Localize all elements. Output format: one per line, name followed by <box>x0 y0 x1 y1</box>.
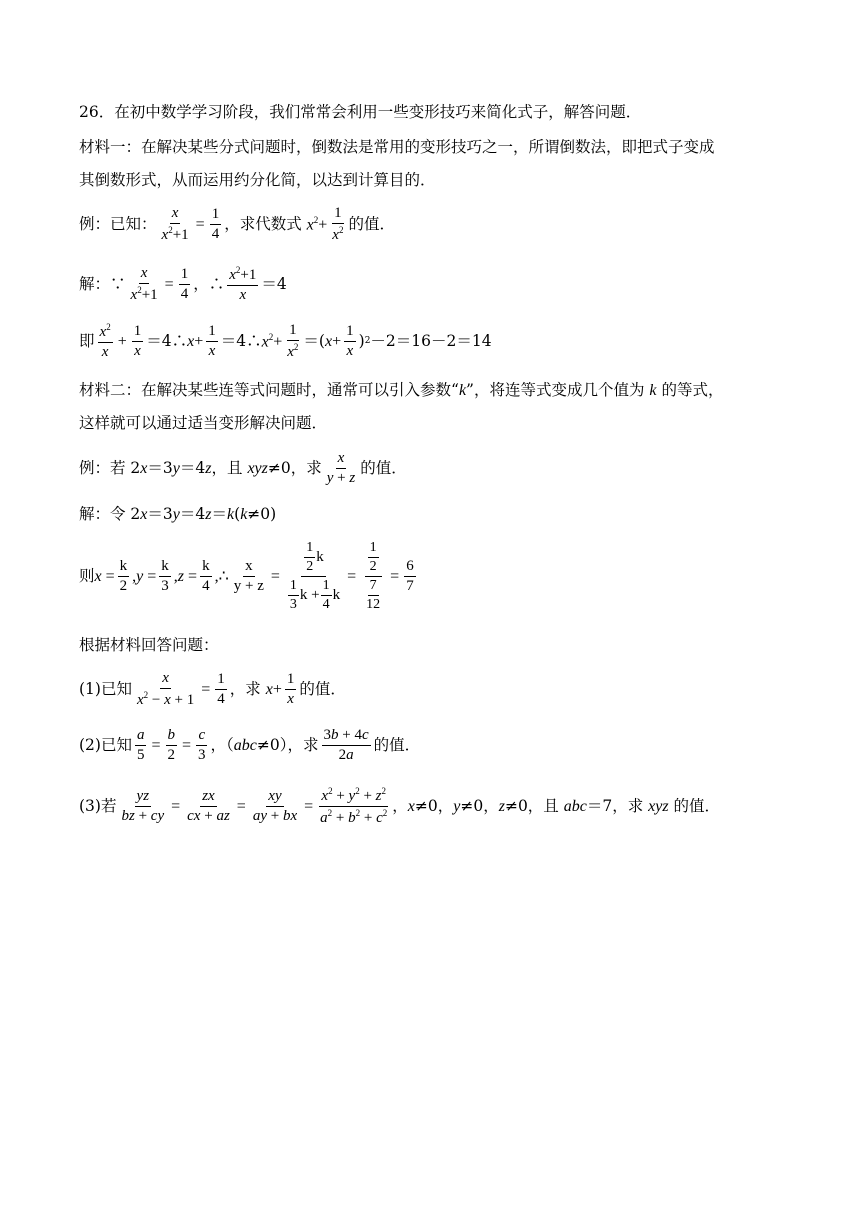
material-two-text-a: 材料二：在解决某些连等式问题时，通常可以引入参数“ <box>79 381 459 400</box>
solution-one-steps: 即 $\frac{x^2}{x}$ + $\frac{1}{x}$ ＝4∴ x+ $\frac{1}{x}$ ＝4∴ $x^2+$ $\frac{1}{x^2}$ ＝( x+ $\frac{1}{x}$ ) 2 －2＝16－2＝14 <box>79 322 492 361</box>
q2-mid2: ≠0），求 <box>256 736 319 755</box>
fraction-k-over-2: $\frac{k}{2}$ <box>119 557 128 595</box>
fraction-1-over-x: $\frac{1}{x}$ <box>133 323 142 360</box>
q3-cond4: ≠0，且 <box>504 797 564 816</box>
fraction-zx-over-cx-plus-az: $\frac{zx}{cx + az}$ <box>187 788 230 825</box>
q1-prefix: (1)已知 <box>79 680 132 699</box>
solution-one-mid: ，∴ <box>193 275 225 294</box>
ji-part-3: ＝( <box>303 332 325 351</box>
fraction-1-over-x2: $\frac{1}{x^2}$ <box>332 205 344 244</box>
solution-two: 解：令 2 x ＝3 y ＝4 z ＝ k ( k ≠0) <box>79 505 277 524</box>
q2-prefix: (2)已知 <box>79 736 132 755</box>
fraction-1-over-x2: $\frac{1}{x^2}$ <box>287 322 299 361</box>
intro-text: 26．在初中数学学习阶段，我们常常会利用一些变形技巧来简化式子，解答问题． <box>79 103 642 121</box>
fraction-one-quarter: $\frac{1}{4}$ <box>217 671 225 708</box>
problem-intro <box>79 103 790 122</box>
ji-part-5: －2＝16－2＝14 <box>370 332 492 351</box>
example-one-mid: ，求代数式 <box>224 215 307 234</box>
fraction-sum-squares: $\frac{x^2 + y^2 + z^2}{a^2 + b^2 + c^2}$ <box>320 786 388 827</box>
ji-part-2: ＝4∴ <box>220 332 262 351</box>
ji-prefix: 即 <box>79 332 95 351</box>
material-one-line-2 <box>79 171 790 190</box>
q1-mid: ，求 <box>229 680 266 699</box>
q2-mid: ，（ <box>210 736 234 755</box>
q2-suffix: 的值． <box>373 736 421 755</box>
answer-prompt-text: 根据材料回答问题： <box>79 636 219 654</box>
example-two-mid4: ≠0，求 <box>267 459 322 478</box>
then-prefix: 则 <box>79 567 95 586</box>
solution-one-eq: ＝4 <box>261 275 287 294</box>
example-two-prefix: 例：若 2 <box>79 459 141 478</box>
question-3: (3)若 $\frac{yz}{bz + cy}$ = $\frac{zx}{cx + az}$ = $\frac{xy}{ay + bx}$ = $\frac{x^2 + y^2 + z^2}{a^2 + b^2 + c^2}$ ， x ≠0， y ≠0， z ≠0，且 abc ＝7，求 xyz 的值． <box>79 786 721 827</box>
q3-cond3: ≠0， <box>460 797 499 816</box>
material-one-text-1: 材料一：在解决某些分式问题时，倒数法是常用的变形技巧之一，所谓倒数法，即把式子变成 <box>79 138 715 156</box>
material-one-text-2: 其倒数形式，从而运用约分化简，以达到计算目的． <box>79 171 436 189</box>
example-two-mid1: ＝3 <box>147 459 173 478</box>
ji-part-1: ＝4∴ <box>146 332 188 351</box>
example-two-mid2: ＝4 <box>179 459 206 478</box>
question-2: (2)已知 $\frac{a}{5}$ = $\frac{b}{2}$ = $\frac{c}{3}$ ，（ abc ≠0），求 $\frac{3b + 4c}{2a}$ 的值． <box>79 727 421 764</box>
example-one-suffix: 的值． <box>348 215 395 234</box>
fraction-x-over-y-plus-z: $\frac{x}{y + z}$ <box>326 450 356 487</box>
fraction-x2-plus-1-over-x: $\frac{x^2+1}{x}$ <box>229 265 257 304</box>
example-two-suffix: 的值． <box>360 459 407 478</box>
fraction-x-over-x2-plus-1: $\frac{x}{x^2+1}$ <box>161 205 189 244</box>
fraction-1-over-x: $\frac{1}{x}$ <box>286 671 295 708</box>
complex-fraction-k: $\frac{1}{2}$ k $\frac{1}{3}$ k + $\frac{1}{4}$ k <box>289 540 341 613</box>
q3-suffix: 的值． <box>668 797 721 816</box>
solution-two-mid1: ＝3 <box>147 505 173 524</box>
material-two-text-2: 这样就可以通过适当变形解决问题． <box>79 414 328 432</box>
q1-suffix: 的值． <box>299 680 346 699</box>
ji-part-4: ) <box>358 332 365 351</box>
solution-two-prefix: 解：令 2 <box>79 505 141 524</box>
example-two-mid3: ，且 <box>211 459 248 478</box>
fraction-one-quarter: $\frac{1}{4}$ <box>180 266 189 303</box>
solution-two-mid4: ( <box>234 505 241 524</box>
fraction-3b-plus-4c-over-2a: $\frac{3b + 4c}{2a}$ <box>323 727 369 764</box>
fraction-a-over-5: $\frac{a}{5}$ <box>136 727 145 764</box>
complex-fraction-half-over-seven-twelfths: $\frac{\frac{1}{2}}{\frac{7}{12}}$ <box>366 540 381 613</box>
fraction-b-over-2: $\frac{b}{2}$ <box>167 727 175 764</box>
solution-two-mid5: ≠0) <box>247 505 277 524</box>
fraction-xy-over-ay-plus-bx: $\frac{xy}{ay + bx}$ <box>252 788 298 825</box>
expr-x-squared: $x^2+$ <box>306 214 328 234</box>
fraction-k-over-3: $\frac{k}{3}$ <box>161 557 169 595</box>
q3-cond5: ＝7，求 <box>586 797 649 816</box>
solution-one: 解：∵ $\frac{x}{x^2+1}$ = $\frac{1}{4}$ ，∴ $\frac{x^2+1}{x}$ ＝4 <box>79 265 287 304</box>
solution-one-prefix: 解：∵ <box>79 275 126 294</box>
example-two: 例：若 2 x ＝3 y ＝4 z ，且 xyz ≠0，求 $\frac{x}{y + z}$ 的值． <box>79 450 407 487</box>
example-one-prefix: 例：已知： <box>79 215 157 234</box>
solution-two-mid3: ＝ <box>211 505 228 524</box>
q3-cond2: ≠0， <box>414 797 454 816</box>
fraction-yz-over-bz-plus-cy: $\frac{yz}{bz + cy}$ <box>121 788 165 825</box>
fraction-1-over-x: $\frac{1}{x}$ <box>346 323 354 360</box>
answer-prompt <box>79 636 790 655</box>
solution-two-substitution: 则 x = $\frac{k}{2}$ ,y = $\frac{k}{3}$ ,z = $\frac{k}{4}$ ,∴ $\frac{x}{y + z}$ = $\frac{1}{2}$ k $\frac{1}{3}$ k + $\frac{1}{4}$ k = $\frac{\frac{1}{2}}{\frac{7}{12}}$ = $\frac{6}{7}$ <box>79 540 414 613</box>
material-two-text-c: 的等式， <box>656 381 724 400</box>
fraction-x-over-x2-plus-1: $\frac{x}{x^2+1}$ <box>130 265 158 304</box>
material-two-text-b: ”，将连等式变成几个值为 <box>466 381 650 400</box>
fraction-k-over-4: $\frac{k}{4}$ <box>202 557 210 595</box>
fraction-x2-over-x: $\frac{x^2}{x}$ <box>99 322 111 361</box>
material-two-line-1: 材料二：在解决某些连等式问题时，通常可以引入参数“ k ”，将连等式变成几个值为 k 的等式， <box>79 381 724 400</box>
material-one-line-1 <box>79 138 790 157</box>
fraction-1-over-x: $\frac{1}{x}$ <box>208 323 216 360</box>
fraction-x-over-y-plus-z-roman: $\frac{x}{y + z}$ <box>233 557 264 595</box>
material-two-line-2 <box>79 414 790 433</box>
q3-prefix: (3)若 <box>79 797 117 816</box>
solution-two-mid2: ＝4 <box>179 505 206 524</box>
example-one: 例：已知： $\frac{x}{x^2+1}$ = $\frac{1}{4}$ ，求代数式 $x^2+$ $\frac{1}{x^2}$ 的值． <box>79 205 395 244</box>
fraction-x-over-x2-minus-x-plus-1: $\frac{x}{x^2 - x + 1}$ <box>136 670 195 709</box>
fraction-six-sevenths: $\frac{6}{7}$ <box>406 557 414 595</box>
fraction-one-quarter: $\frac{1}{4}$ <box>211 206 220 243</box>
fraction-c-over-3: $\frac{c}{3}$ <box>198 727 206 764</box>
q3-cond1: ， <box>392 797 408 816</box>
question-1: (1)已知 $\frac{x}{x^2 - x + 1}$ = $\frac{1}{4}$ ，求 x+ $\frac{1}{x}$ 的值． <box>79 670 346 709</box>
